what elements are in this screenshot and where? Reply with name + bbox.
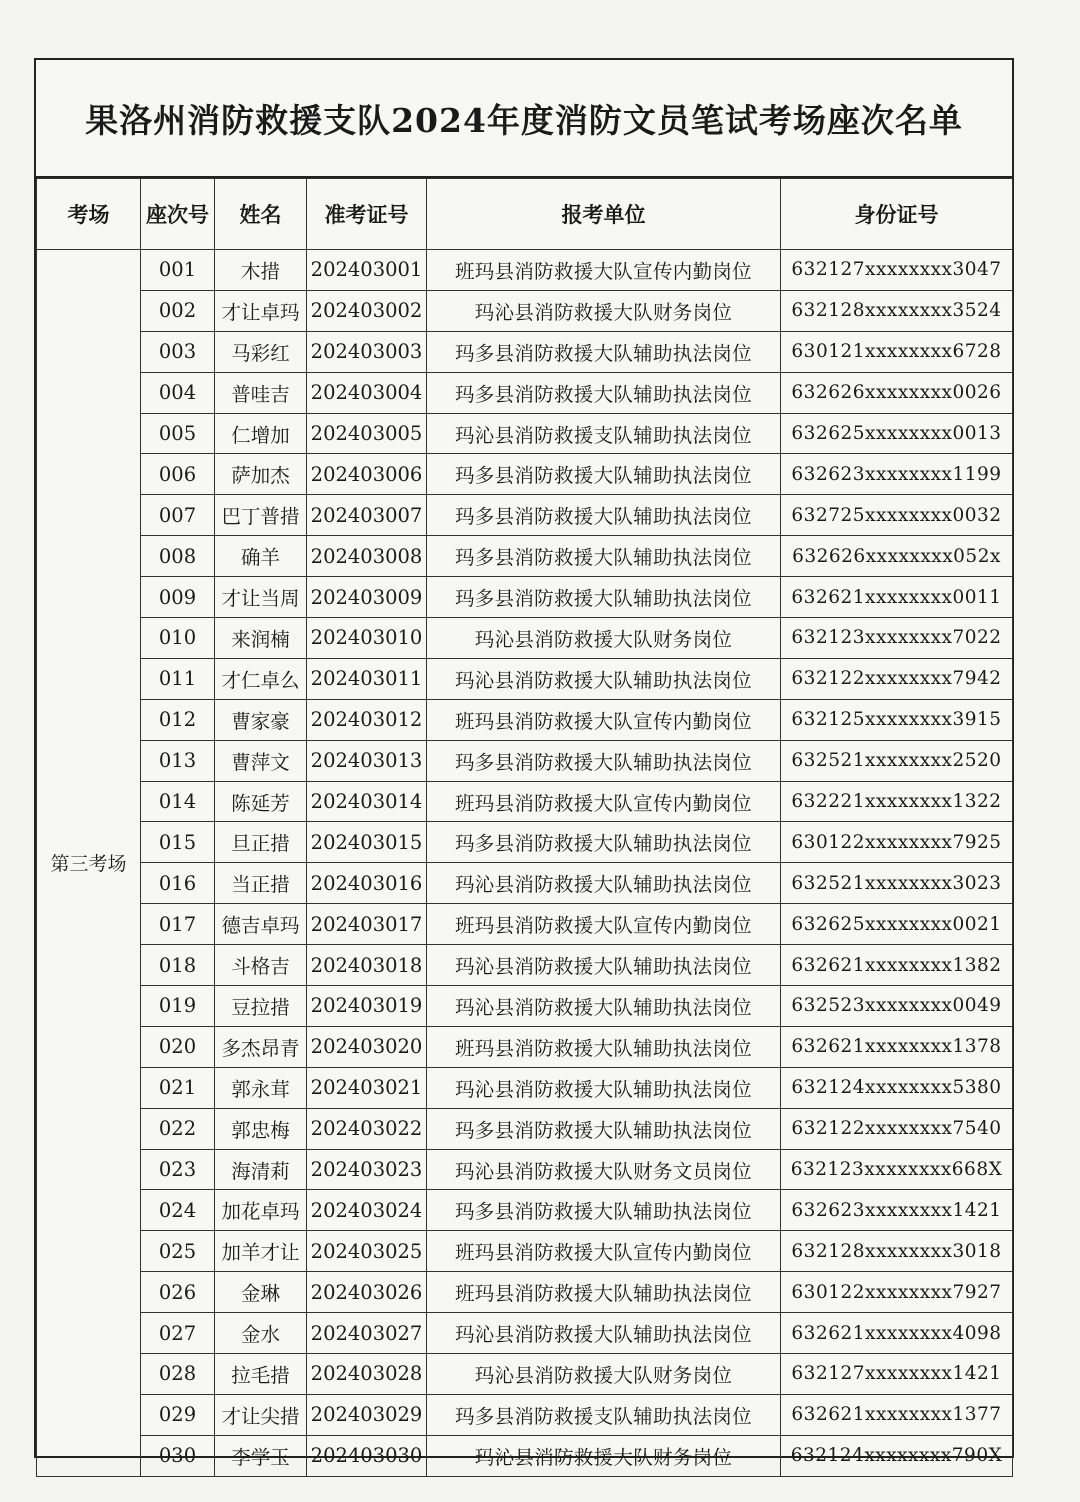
id-number-cell: 632626xxxxxxxx052x [781,536,1013,577]
unit-cell: 班玛县消防救援大队辅助执法岗位 [427,1272,781,1313]
ticket-number-cell: 202403001 [307,250,427,291]
header-hall: 考场 [37,179,141,250]
table-row [37,413,1013,454]
id-number-cell: 632124xxxxxxxx5380 [781,1067,1013,1108]
id-number-cell: 632124xxxxxxxx790X [781,1435,1013,1476]
id-number-cell: 630122xxxxxxxx7927 [781,1272,1013,1313]
id-number-cell: 632123xxxxxxxx668X [781,1149,1013,1190]
id-number-cell: 632625xxxxxxxx0013 [781,413,1013,454]
id-number-cell: 632623xxxxxxxx1421 [781,1190,1013,1231]
ticket-number-cell: 202403029 [307,1394,427,1435]
name-cell: 郭忠梅 [215,1108,307,1149]
name-cell: 陈延芳 [215,781,307,822]
header-seat: 座次号 [141,179,215,250]
name-cell: 海清莉 [215,1149,307,1190]
exam-hall-cell: 第三考场 [37,250,141,1477]
id-number-cell: 632621xxxxxxxx1382 [781,945,1013,986]
seat-number-cell: 029 [141,1394,215,1435]
seat-number-cell: 009 [141,577,215,618]
header-name: 姓名 [215,179,307,250]
unit-cell: 玛沁县消防救援大队财务岗位 [427,1435,781,1476]
ticket-number-cell: 202403023 [307,1149,427,1190]
id-number-cell: 632621xxxxxxxx4098 [781,1313,1013,1354]
unit-cell: 班玛县消防救援大队宣传内勤岗位 [427,904,781,945]
seat-number-cell: 027 [141,1313,215,1354]
seat-number-cell: 019 [141,986,215,1027]
ticket-number-cell: 202403003 [307,331,427,372]
seat-number-cell: 015 [141,822,215,863]
seat-number-cell: 010 [141,618,215,659]
table-row [37,781,1013,822]
table-row [37,945,1013,986]
seat-number-cell: 004 [141,372,215,413]
id-number-cell: 632128xxxxxxxx3524 [781,290,1013,331]
unit-cell: 玛沁县消防救援大队辅助执法岗位 [427,863,781,904]
unit-cell: 玛多县消防救援大队辅助执法岗位 [427,331,781,372]
ticket-number-cell: 202403015 [307,822,427,863]
unit-cell: 班玛县消防救援大队宣传内勤岗位 [427,781,781,822]
ticket-number-cell: 202403012 [307,699,427,740]
table-row [37,618,1013,659]
table-row [37,372,1013,413]
unit-cell: 玛多县消防救援大队辅助执法岗位 [427,577,781,618]
ticket-number-cell: 202403013 [307,740,427,781]
table-row [37,536,1013,577]
ticket-number-cell: 202403016 [307,863,427,904]
table-row [37,577,1013,618]
table-row [37,699,1013,740]
name-cell: 萨加杰 [215,454,307,495]
table-row [37,1149,1013,1190]
id-number-cell: 632128xxxxxxxx3018 [781,1231,1013,1272]
id-number-cell: 632127xxxxxxxx1421 [781,1354,1013,1395]
name-cell: 金水 [215,1313,307,1354]
id-number-cell: 632521xxxxxxxx3023 [781,863,1013,904]
unit-cell: 玛沁县消防救援大队辅助执法岗位 [427,1067,781,1108]
id-number-cell: 632621xxxxxxxx1377 [781,1394,1013,1435]
name-cell: 才让尖措 [215,1394,307,1435]
header-unit: 报考单位 [427,179,781,250]
table-row [37,986,1013,1027]
ticket-number-cell: 202403028 [307,1354,427,1395]
id-number-cell: 632125xxxxxxxx3915 [781,699,1013,740]
unit-cell: 玛多县消防救援大队辅助执法岗位 [427,495,781,536]
unit-cell: 玛沁县消防救援大队财务岗位 [427,1354,781,1395]
name-cell: 才让卓玛 [215,290,307,331]
table-row [37,1394,1013,1435]
ticket-number-cell: 202403010 [307,618,427,659]
ticket-number-cell: 202403002 [307,290,427,331]
id-number-cell: 632625xxxxxxxx0021 [781,904,1013,945]
table-row [37,1313,1013,1354]
seat-number-cell: 016 [141,863,215,904]
table-row [37,1435,1013,1476]
unit-cell: 玛多县消防救援大队辅助执法岗位 [427,372,781,413]
name-cell: 旦正措 [215,822,307,863]
ticket-number-cell: 202403019 [307,986,427,1027]
unit-cell: 玛沁县消防救援支队辅助执法岗位 [427,413,781,454]
id-number-cell: 632122xxxxxxxx7540 [781,1108,1013,1149]
unit-cell: 班玛县消防救援大队宣传内勤岗位 [427,250,781,291]
seat-number-cell: 007 [141,495,215,536]
unit-cell: 班玛县消防救援大队辅助执法岗位 [427,1026,781,1067]
seat-number-cell: 013 [141,740,215,781]
unit-cell: 玛多县消防救援大队辅助执法岗位 [427,1190,781,1231]
ticket-number-cell: 202403014 [307,781,427,822]
table-row [37,1067,1013,1108]
name-cell: 当正措 [215,863,307,904]
table-row [37,331,1013,372]
table-row [37,250,1013,291]
table-row [37,658,1013,699]
seat-number-cell: 012 [141,699,215,740]
name-cell: 来润楠 [215,618,307,659]
seat-number-cell: 023 [141,1149,215,1190]
unit-cell: 班玛县消防救援大队宣传内勤岗位 [427,699,781,740]
seat-number-cell: 014 [141,781,215,822]
id-number-cell: 632621xxxxxxxx0011 [781,577,1013,618]
seat-number-cell: 008 [141,536,215,577]
header-ticket: 准考证号 [307,179,427,250]
name-cell: 李学玉 [215,1435,307,1476]
page-title: 果洛州消防救援支队2024年度消防文员笔试考场座次名单 [36,60,1012,178]
ticket-number-cell: 202403024 [307,1190,427,1231]
unit-cell: 班玛县消防救援大队宣传内勤岗位 [427,1231,781,1272]
ticket-number-cell: 202403027 [307,1313,427,1354]
name-cell: 仁增加 [215,413,307,454]
seating-table [36,178,1013,1477]
table-row [37,454,1013,495]
name-cell: 豆拉措 [215,986,307,1027]
table-row [37,822,1013,863]
seat-number-cell: 002 [141,290,215,331]
ticket-number-cell: 202403017 [307,904,427,945]
name-cell: 确羊 [215,536,307,577]
name-cell: 曹家豪 [215,699,307,740]
ticket-number-cell: 202403030 [307,1435,427,1476]
name-cell: 德吉卓玛 [215,904,307,945]
name-cell: 曹萍文 [215,740,307,781]
ticket-number-cell: 202403020 [307,1026,427,1067]
seat-number-cell: 020 [141,1026,215,1067]
id-number-cell: 630121xxxxxxxx6728 [781,331,1013,372]
table-row [37,863,1013,904]
table-row [37,1231,1013,1272]
seat-number-cell: 026 [141,1272,215,1313]
seat-number-cell: 025 [141,1231,215,1272]
seating-list-sheet [34,58,1014,1469]
ticket-number-cell: 202403018 [307,945,427,986]
unit-cell: 玛沁县消防救援大队财务文员岗位 [427,1149,781,1190]
id-number-cell: 632623xxxxxxxx1199 [781,454,1013,495]
unit-cell: 玛多县消防救援大队辅助执法岗位 [427,822,781,863]
seat-number-cell: 011 [141,658,215,699]
name-cell: 加羊才让 [215,1231,307,1272]
table-row [37,1272,1013,1313]
unit-cell: 玛多县消防救援大队辅助执法岗位 [427,454,781,495]
seat-number-cell: 028 [141,1354,215,1395]
ticket-number-cell: 202403021 [307,1067,427,1108]
seat-number-cell: 021 [141,1067,215,1108]
seat-number-cell: 030 [141,1435,215,1476]
table-row [37,1026,1013,1067]
seat-number-cell: 003 [141,331,215,372]
unit-cell: 玛沁县消防救援大队财务岗位 [427,618,781,659]
table-row [37,904,1013,945]
name-cell: 才让当周 [215,577,307,618]
seat-number-cell: 017 [141,904,215,945]
name-cell: 巴丁普措 [215,495,307,536]
seat-number-cell: 001 [141,250,215,291]
ticket-number-cell: 202403006 [307,454,427,495]
table-header-row [37,179,1013,250]
ticket-number-cell: 202403009 [307,577,427,618]
table-row [37,290,1013,331]
table-row [37,1108,1013,1149]
name-cell: 斗格吉 [215,945,307,986]
ticket-number-cell: 202403007 [307,495,427,536]
seat-number-cell: 022 [141,1108,215,1149]
id-number-cell: 632725xxxxxxxx0032 [781,495,1013,536]
ticket-number-cell: 202403025 [307,1231,427,1272]
seat-number-cell: 005 [141,413,215,454]
ticket-number-cell: 202403008 [307,536,427,577]
unit-cell: 玛多县消防救援大队辅助执法岗位 [427,536,781,577]
seat-number-cell: 024 [141,1190,215,1231]
id-number-cell: 632127xxxxxxxx3047 [781,250,1013,291]
ticket-number-cell: 202403026 [307,1272,427,1313]
unit-cell: 玛沁县消防救援大队辅助执法岗位 [427,658,781,699]
unit-cell: 玛多县消防救援大队辅助执法岗位 [427,1108,781,1149]
unit-cell: 玛沁县消防救援大队辅助执法岗位 [427,1313,781,1354]
name-cell: 加花卓玛 [215,1190,307,1231]
unit-cell: 玛多县消防救援支队辅助执法岗位 [427,1394,781,1435]
name-cell: 金琳 [215,1272,307,1313]
table-row [37,740,1013,781]
name-cell: 马彩红 [215,331,307,372]
id-number-cell: 632626xxxxxxxx0026 [781,372,1013,413]
ticket-number-cell: 202403005 [307,413,427,454]
name-cell: 普哇吉 [215,372,307,413]
id-number-cell: 632123xxxxxxxx7022 [781,618,1013,659]
id-number-cell: 632523xxxxxxxx0049 [781,986,1013,1027]
seat-number-cell: 006 [141,454,215,495]
unit-cell: 玛沁县消防救援大队辅助执法岗位 [427,945,781,986]
id-number-cell: 632122xxxxxxxx7942 [781,658,1013,699]
id-number-cell: 630122xxxxxxxx7925 [781,822,1013,863]
seat-number-cell: 018 [141,945,215,986]
name-cell: 才仁卓么 [215,658,307,699]
unit-cell: 玛沁县消防救援大队财务岗位 [427,290,781,331]
ticket-number-cell: 202403011 [307,658,427,699]
name-cell: 木措 [215,250,307,291]
id-number-cell: 632221xxxxxxxx1322 [781,781,1013,822]
table-row [37,1190,1013,1231]
id-number-cell: 632521xxxxxxxx2520 [781,740,1013,781]
table-row [37,495,1013,536]
ticket-number-cell: 202403004 [307,372,427,413]
header-id: 身份证号 [781,179,1013,250]
id-number-cell: 632621xxxxxxxx1378 [781,1026,1013,1067]
name-cell: 多杰昂青 [215,1026,307,1067]
ticket-number-cell: 202403022 [307,1108,427,1149]
name-cell: 拉毛措 [215,1354,307,1395]
table-row [37,1354,1013,1395]
unit-cell: 玛多县消防救援大队辅助执法岗位 [427,740,781,781]
unit-cell: 玛沁县消防救援大队辅助执法岗位 [427,986,781,1027]
name-cell: 郭永茸 [215,1067,307,1108]
